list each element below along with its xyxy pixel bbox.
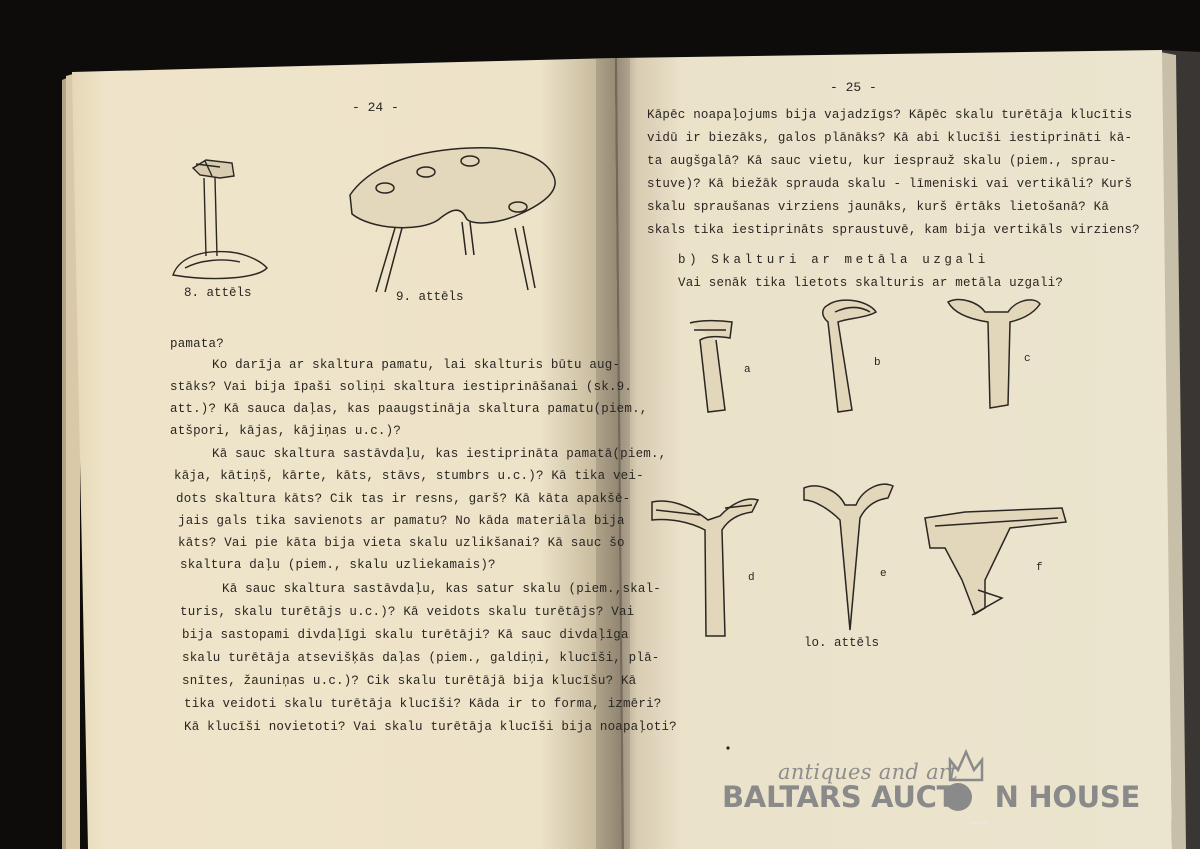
figure-8-caption: 8. attēls xyxy=(184,286,252,300)
figure-letter-d: d xyxy=(748,572,755,584)
left-text-line: kāja, kātiņš, kārte, kāts, stāvs, stumbrs u.c.)? Kā tika vei- xyxy=(174,469,644,483)
watermark-brand-part2: N HOUSE xyxy=(994,780,1141,814)
figure-letter-c: c xyxy=(1024,353,1031,365)
left-text-line: stāks? Vai bija īpaši soliņi skaltura iestiprināšanai (sk.9. xyxy=(170,380,633,394)
left-text-line: skaltura daļu (piem., skalu uzliekamais)? xyxy=(180,558,496,572)
left-text-line: turis, skalu turētājs u.c.)? Kā veidots skalu turētājs? Vai xyxy=(180,605,635,619)
left-text-line: snītes, žauniņas u.c.)? Cik skalu turētājā bija klucīšu? Kā xyxy=(182,674,637,688)
left-text-line: Kā klucīši novietoti? Vai skalu turētāja klucīši bija noapaļoti? xyxy=(184,720,677,734)
figure-letter-f: f xyxy=(1036,562,1043,574)
figure-10-caption: lo. attēls xyxy=(804,636,880,650)
section-heading: b) Skalturi ar metāla uzgali xyxy=(678,253,989,267)
left-text-line: tika veidoti skalu turētāja klucīši? Kāda ir to forma, izmēri? xyxy=(184,697,662,711)
left-text-line: Kā sauc skaltura sastāvdaļu, kas iestiprināta pamatā(piem., xyxy=(212,447,667,461)
watermark-dots: ..... xyxy=(969,813,988,827)
watermark-tagline: antiques and art xyxy=(778,760,959,784)
figure-letter-a: a xyxy=(744,364,751,376)
right-text-line: Kāpēc noapaļojums bija vajadzīgs? Kāpēc skalu turētāja klucītis xyxy=(647,108,1133,122)
left-text-line: Ko darīja ar skaltura pamatu, lai skalturis būtu aug- xyxy=(212,358,621,372)
left-text-line: bija sastopami divdaļīgi skalu turētāji? Kā sauc divdaļīga xyxy=(182,628,629,642)
figure-letter-e: e xyxy=(880,568,887,580)
figure-letter-b: b xyxy=(874,357,881,369)
right-text-line: skalu spraušanas virziens jaunāks, kurš ērtāks lietošanā? Kā xyxy=(647,200,1110,214)
left-text-line: kāts? Vai pie kāta bija vieta skalu uzlikšanai? Kā sauc šo xyxy=(178,536,625,550)
watermark-brand-part1: BALTARS AUCTI xyxy=(722,780,967,814)
left-text-line: pamata? xyxy=(170,337,224,351)
left-text-line: Kā sauc skaltura sastāvdaļu, kas satur skalu (piem.,skal- xyxy=(222,582,661,596)
right-text-line: stuve)? Kā biežāk sprauda skalu - līmeniski vai vertikāli? Kurš xyxy=(647,177,1133,191)
watermark-brand xyxy=(722,780,1141,827)
page-number-right: - 25 - xyxy=(830,80,877,95)
right-page xyxy=(615,50,1172,849)
section-question: Vai senāk tika lietots skalturis ar metāla uzgali? xyxy=(678,276,1064,290)
figure-9-caption: 9. attēls xyxy=(396,290,464,304)
right-text-line: ta augšgalā? Kā sauc vietu, kur iesprauž skalu (piem., sprau- xyxy=(647,154,1117,168)
page-number-left: - 24 - xyxy=(352,100,399,115)
left-text-line: jais gals tika savienots ar pamatu? No kāda materiāla bija xyxy=(178,514,625,528)
left-text-line: dots skaltura kāts? Cik tas ir resns, garš? Kā kāta apakšē- xyxy=(176,492,631,506)
left-text-line: att.)? Kā sauca daļas, kas paaugstināja skaltura pamatu(piem., xyxy=(170,402,648,416)
left-text-line: atšpori, kājas, kājiņas u.c.)? xyxy=(170,424,402,438)
right-text-line: vidū ir biezāks, galos plānāks? Kā abi klucīši iestiprināti kā- xyxy=(647,131,1133,145)
right-text-line: skals tika iestiprināts spraustuvē, kam bija vertikāls virziens? xyxy=(647,223,1140,237)
left-text-line: skalu turētāja atsevišķās daļas (piem., galdiņi, klucīši, plā- xyxy=(182,651,660,665)
